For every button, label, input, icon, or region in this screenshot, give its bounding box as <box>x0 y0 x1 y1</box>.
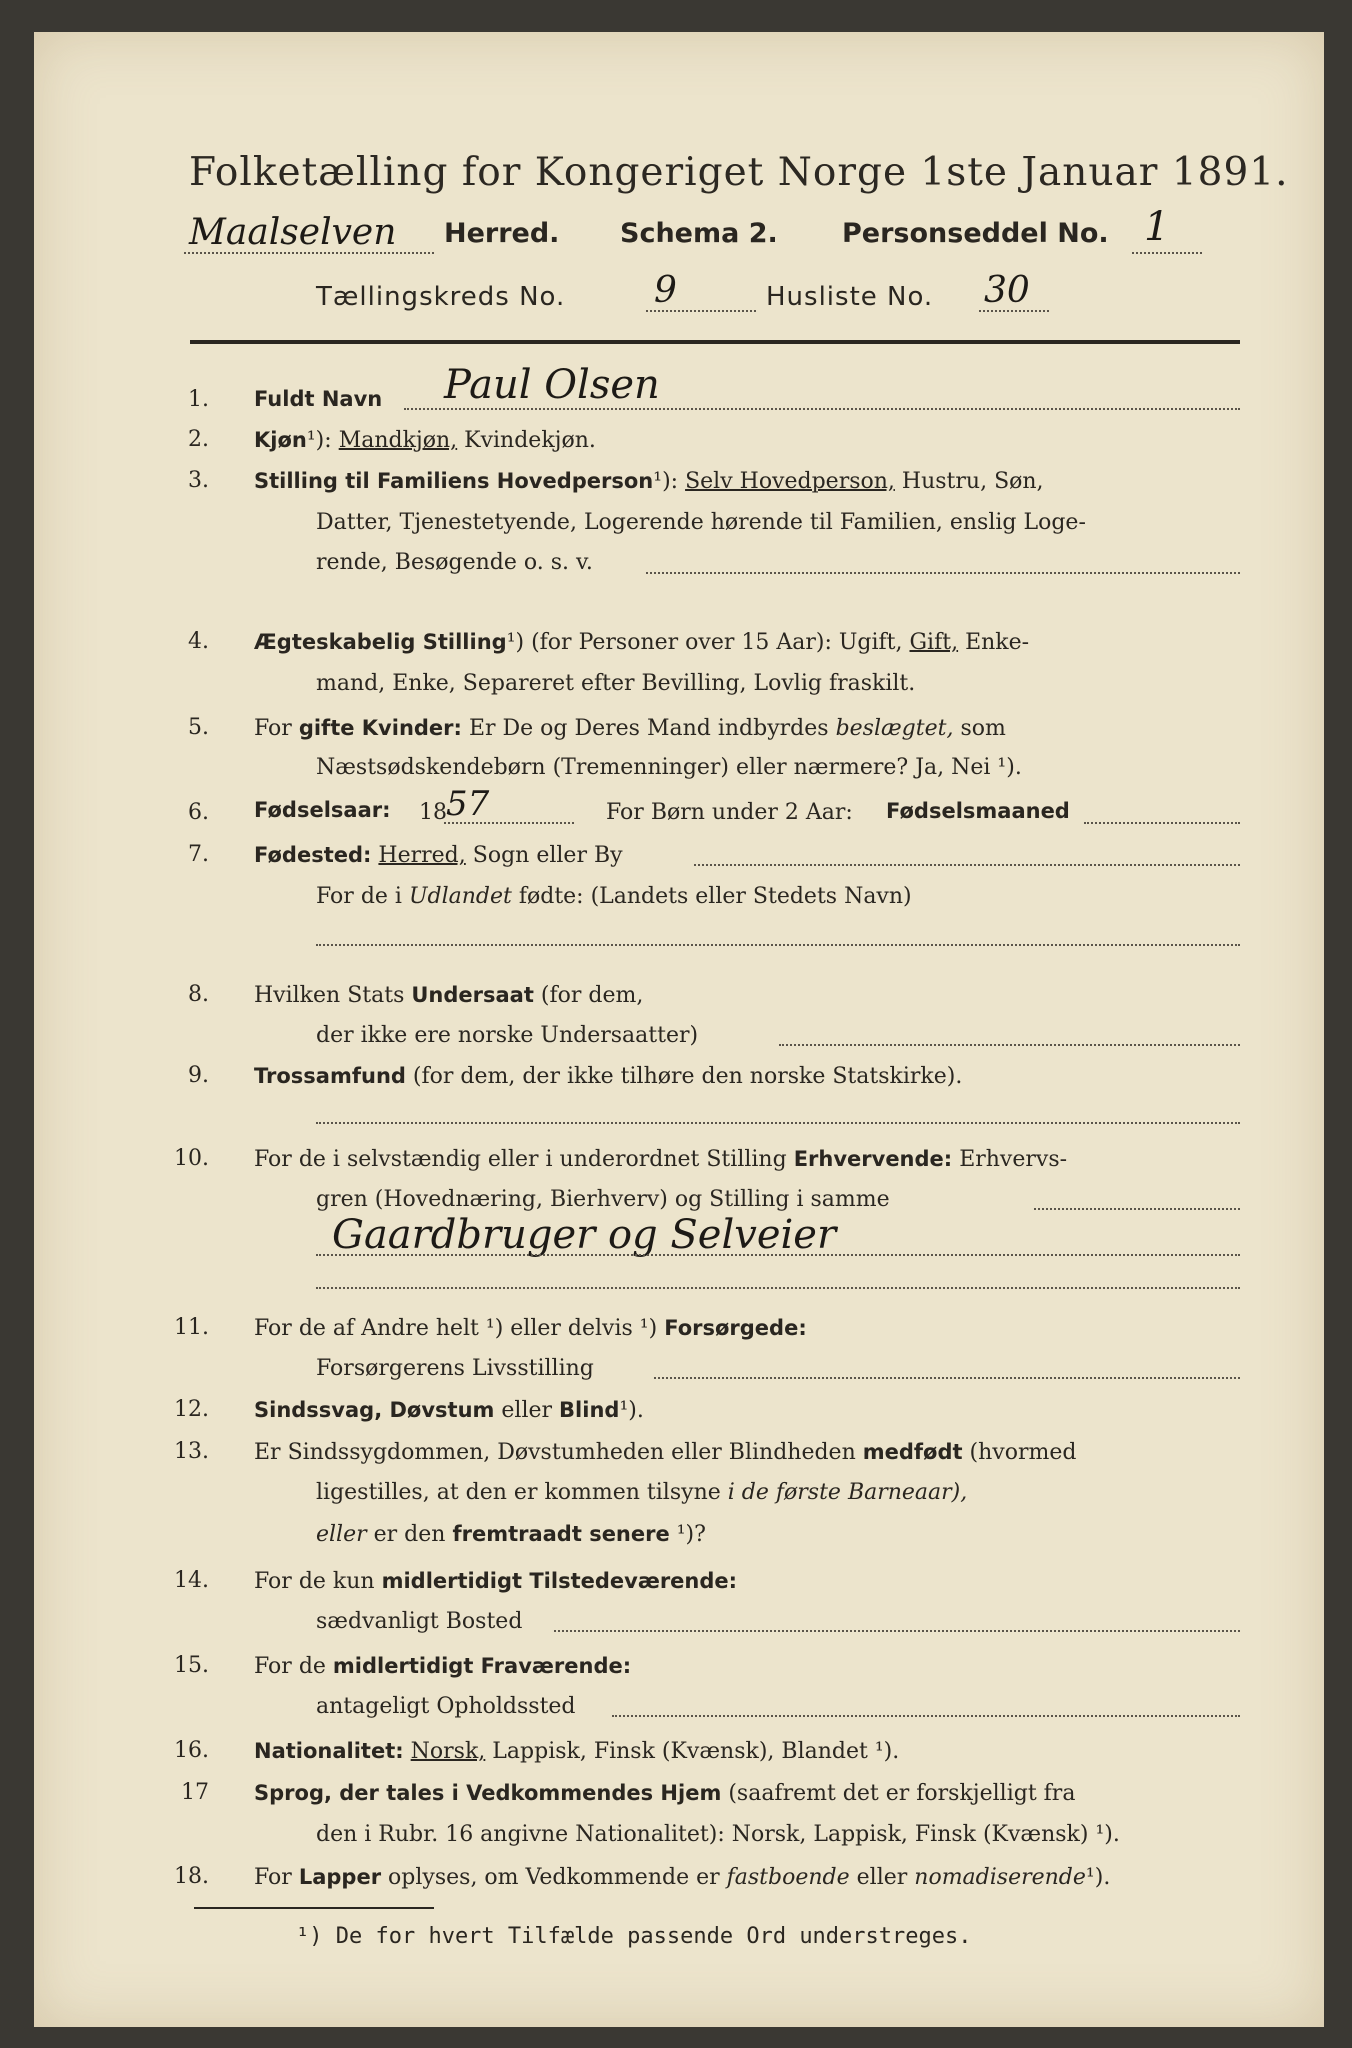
q14-row <box>254 1566 737 1597</box>
q9-row <box>254 1061 962 1092</box>
q13-label: medfødt <box>862 1440 963 1464</box>
q16-label: Nationalitet: <box>254 1739 404 1763</box>
q9-label: Trossamfund <box>254 1064 406 1088</box>
q13-text-end: (hvormed <box>969 1440 1077 1465</box>
q13-line2 <box>316 1478 967 1508</box>
q17-number: 17 <box>181 1780 209 1805</box>
q6-year-line <box>444 822 574 824</box>
q7-line <box>694 864 1240 866</box>
q18-text2: oplyses, om Vedkommende er <box>388 1865 720 1890</box>
q4-text-end: Enke- <box>965 630 1030 655</box>
q1-value: Paul Olsen <box>444 362 660 408</box>
q6-text: For Børn under 2 Aar: <box>606 800 853 825</box>
q10-row <box>254 1144 1067 1175</box>
q8-label: Undersaat <box>411 983 534 1007</box>
q4-line2: mand, Enke, Separeret efter Bevilling, Lovlig fraskilt. <box>316 671 916 696</box>
q15-line <box>612 1715 1240 1717</box>
q5-row <box>254 713 1006 744</box>
q2-option-kvindekjon: Kvindekjøn. <box>464 428 596 453</box>
q10-extra-line <box>316 1287 1240 1289</box>
q16-row <box>254 1736 899 1767</box>
q7-line2-a: For de i <box>316 884 402 909</box>
q18-label: Lapper <box>298 1865 382 1889</box>
q2-label: Kjøn <box>254 428 307 452</box>
husliste-label: Husliste No. <box>766 282 934 312</box>
q8-number: 8. <box>188 982 209 1007</box>
q7-number: 7. <box>188 842 209 867</box>
q5-text: Er De og Deres Mand indbyrdes <box>468 716 829 741</box>
q3-line3: rende, Besøgende o. s. v. <box>316 550 593 575</box>
q5-text-end: som <box>960 716 1006 741</box>
q13-line2-a: ligestilles, at den er kommen tilsyne <box>316 1480 721 1505</box>
q10-line2: gren (Hovednæring, Bierhverv) og Stilling i samme <box>316 1187 890 1212</box>
q14-label: midlertidigt Tilstedeværende: <box>381 1569 738 1593</box>
q3-sup: ¹): <box>653 469 679 494</box>
herred-label: Herred. <box>444 218 560 249</box>
q5-pre: For <box>254 716 292 741</box>
q8-text-end: (for dem, <box>540 983 644 1008</box>
q9-line <box>316 1122 1240 1124</box>
q18-text1: For <box>254 1865 292 1890</box>
kreds-line <box>646 310 756 312</box>
q15-row <box>254 1651 631 1682</box>
q13-text: Er Sindssygdommen, Døvstumheden eller Blindheden <box>254 1440 856 1465</box>
q12-label: Sindssvag, Døvstum <box>254 1398 495 1422</box>
q6-month-line <box>1084 822 1240 824</box>
q8-line <box>779 1044 1240 1046</box>
q18-italic1: fastboende <box>726 1865 850 1890</box>
q15-label: midlertidigt Fraværende: <box>332 1654 632 1678</box>
q6-label: Fødselsaar: <box>254 798 391 822</box>
q10-text-end: Erhvervs- <box>959 1147 1068 1172</box>
q3-rest: Hustru, Søn, <box>901 469 1044 494</box>
q5-label: gifte Kvinder: <box>298 716 462 740</box>
q7-line2-b: fødte: (Landets eller Stedets Navn) <box>518 884 912 909</box>
personseddel-line <box>1132 252 1202 254</box>
q15-text: For de <box>254 1654 326 1679</box>
q15-number: 15. <box>174 1653 209 1678</box>
q4-label: Ægteskabelig Stilling <box>254 630 507 654</box>
q9-text: (for dem, der ikke tilhøre den norske Statskirke). <box>412 1064 963 1089</box>
q13-line3-italic: eller <box>316 1522 367 1547</box>
q18-mid: eller <box>856 1865 908 1890</box>
q12-label2: Blind <box>559 1398 620 1422</box>
q13-line3-a: er den <box>373 1522 446 1547</box>
q1-line <box>404 408 1240 410</box>
q4-number: 4. <box>188 629 209 654</box>
husliste-value: 30 <box>984 270 1030 311</box>
q6-label2: Fødselsmaaned <box>886 799 1070 823</box>
q3-line2: Datter, Tjenestetyende, Logerende hørende til Familien, enslig Loge- <box>316 510 1086 535</box>
kreds-value: 9 <box>654 270 677 311</box>
q16-number: 16. <box>174 1738 209 1763</box>
q10-value-line <box>316 1254 1240 1256</box>
q6-number: 6. <box>188 800 209 825</box>
q8-row <box>254 980 643 1011</box>
q16-rest: Lappisk, Finsk (Kvænsk), Blandet ¹). <box>492 1739 900 1764</box>
header-rule <box>190 340 1240 344</box>
q7-label: Fødested: <box>254 843 372 867</box>
herred-line <box>184 252 434 254</box>
q7-foreign-line <box>316 944 1240 946</box>
q14-line <box>554 1630 1240 1632</box>
husliste-line <box>979 310 1049 312</box>
q13-row <box>254 1437 1076 1468</box>
q8-text: Hvilken Stats <box>254 983 405 1008</box>
footnote: ¹) De for hvert Tilfælde passende Ord understreges. <box>296 1924 972 1949</box>
q14-text: For de kun <box>254 1569 375 1594</box>
q12-end: ¹). <box>619 1398 644 1423</box>
q7-rest: Sogn eller By <box>472 843 623 868</box>
q2-row <box>254 425 596 456</box>
q7-line2-italic: Udlandet <box>408 884 512 909</box>
schema-label: Schema 2. <box>620 218 778 249</box>
q12-mid: eller <box>501 1398 553 1423</box>
q13-line2-italic: i de første Barneaar), <box>727 1480 968 1505</box>
personseddel-label: Personseddel No. <box>842 218 1109 249</box>
q4-row <box>254 627 1029 658</box>
q13-line3 <box>316 1519 706 1550</box>
q7-row <box>254 840 623 871</box>
q12-number: 12. <box>174 1397 209 1422</box>
q1-number: 1. <box>188 387 209 412</box>
q5-italic: beslægtet, <box>835 716 954 741</box>
q3-label: Stilling til Familiens Hovedperson <box>254 469 654 493</box>
q17-label: Sprog, der tales i Vedkommendes Hjem <box>254 1781 722 1805</box>
form-title: Folketælling for Kongeriget Norge 1ste Januar 1891. <box>189 150 1289 195</box>
q18-row <box>254 1862 1110 1893</box>
q11-line <box>654 1377 1240 1379</box>
q3-line <box>646 572 1240 574</box>
q14-line2: sædvanligt Bosted <box>316 1609 523 1634</box>
q6-prefix: 18 <box>419 800 447 825</box>
q10-line2-dots <box>1034 1208 1240 1210</box>
census-form-page <box>34 32 1324 2027</box>
q18-italic2: nomadiserende <box>914 1865 1086 1890</box>
q11-row <box>254 1313 807 1344</box>
q5-line2: Næstsødskendebørn (Tremenninger) eller nærmere? Ja, Nei ¹). <box>316 755 1022 780</box>
q16-option-norsk: Norsk, <box>410 1739 486 1764</box>
q3-option-selv-hovedperson: Selv Hovedperson, <box>685 469 895 494</box>
kreds-label: Tællingskreds No. <box>316 282 566 312</box>
q11-number: 11. <box>174 1315 209 1340</box>
q14-number: 14. <box>174 1568 209 1593</box>
q13-number: 13. <box>174 1439 209 1464</box>
q13-label2: fremtraadt senere <box>452 1522 670 1546</box>
q17-row <box>254 1778 1075 1809</box>
q13-line3-b: ¹)? <box>676 1522 706 1547</box>
q2-option-mandkjon: Mandkjøn, <box>338 428 458 453</box>
q7-line2 <box>316 882 912 912</box>
q18-end: ¹). <box>1085 1865 1111 1890</box>
q10-text: For de i selvstændig eller i underordnet Stilling <box>254 1147 787 1172</box>
q6-value: 57 <box>446 784 490 824</box>
q11-line2: Forsørgerens Livsstilling <box>316 1356 594 1381</box>
q2-sup: ¹): <box>306 428 332 453</box>
q12-row <box>254 1395 644 1426</box>
q8-line2: der ikke ere norske Undersaatter) <box>316 1023 699 1048</box>
footnote-rule <box>194 1907 434 1909</box>
q9-number: 9. <box>188 1063 209 1088</box>
q10-label: Erhvervende: <box>793 1147 953 1171</box>
q18-number: 18. <box>174 1864 209 1889</box>
q11-text: For de af Andre helt ¹) eller delvis ¹) <box>254 1316 658 1341</box>
herred-value: Maalselven <box>189 212 397 253</box>
q4-text: ¹) (for Personer over 15 Aar): Ugift, <box>506 630 903 655</box>
q4-option-gift: Gift, <box>909 630 959 655</box>
q11-label: Forsørgede: <box>664 1316 807 1340</box>
q2-number: 2. <box>188 427 209 452</box>
q7-option-herred: Herred, <box>378 843 466 868</box>
q17-line2: den i Rubr. 16 angivne Nationalitet): Norsk, Lappisk, Finsk (Kvænsk) ¹). <box>316 1822 1120 1847</box>
q3-row <box>254 466 1044 497</box>
q10-value: Gaardbruger og Selveier <box>332 1212 837 1258</box>
personseddel-value: 1 <box>1144 204 1170 250</box>
q1-label: Fuldt Navn <box>254 387 383 411</box>
q3-number: 3. <box>188 468 209 493</box>
q15-line2: antageligt Opholdssted <box>316 1694 576 1719</box>
q5-number: 5. <box>188 715 209 740</box>
q17-text: (saafremt det er forskjelligt fra <box>728 1781 1076 1806</box>
q10-number: 10. <box>174 1146 209 1171</box>
